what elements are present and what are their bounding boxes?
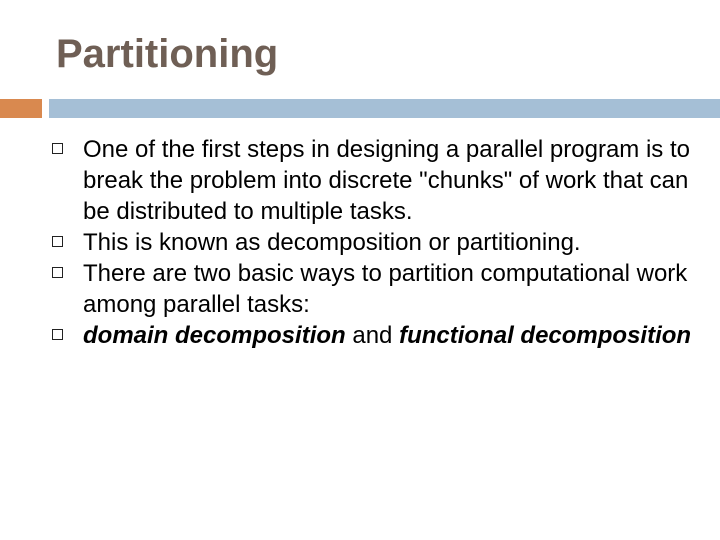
hollow-square-icon: [52, 329, 63, 340]
emphasis-functional-decomposition: functional decomposition: [399, 322, 692, 349]
bullet-text: One of the first steps in designing a parallel program is to break the problem into discrete "chunks" of work that can be distributed to multiple tasks.: [83, 136, 690, 225]
bullet-connector: and: [345, 322, 400, 349]
emphasis-domain-decomposition: domain decomposition: [83, 322, 346, 349]
bullet-item: [52, 134, 702, 227]
bullet-item: [52, 320, 702, 351]
hollow-square-icon: [52, 267, 63, 278]
bullet-text: This is known as decomposition or partitioning.: [83, 229, 581, 256]
bullet-item: [52, 258, 702, 320]
bullet-list: [52, 134, 702, 351]
hollow-square-icon: [52, 236, 63, 247]
hollow-square-icon: [52, 143, 63, 154]
title-divider-bar: [49, 99, 720, 118]
slide-title: Partitioning: [56, 32, 279, 76]
title-divider-accent: [0, 99, 42, 118]
bullet-item: [52, 227, 702, 258]
bullet-text: There are two basic ways to partition computational work among parallel tasks:: [83, 260, 688, 318]
